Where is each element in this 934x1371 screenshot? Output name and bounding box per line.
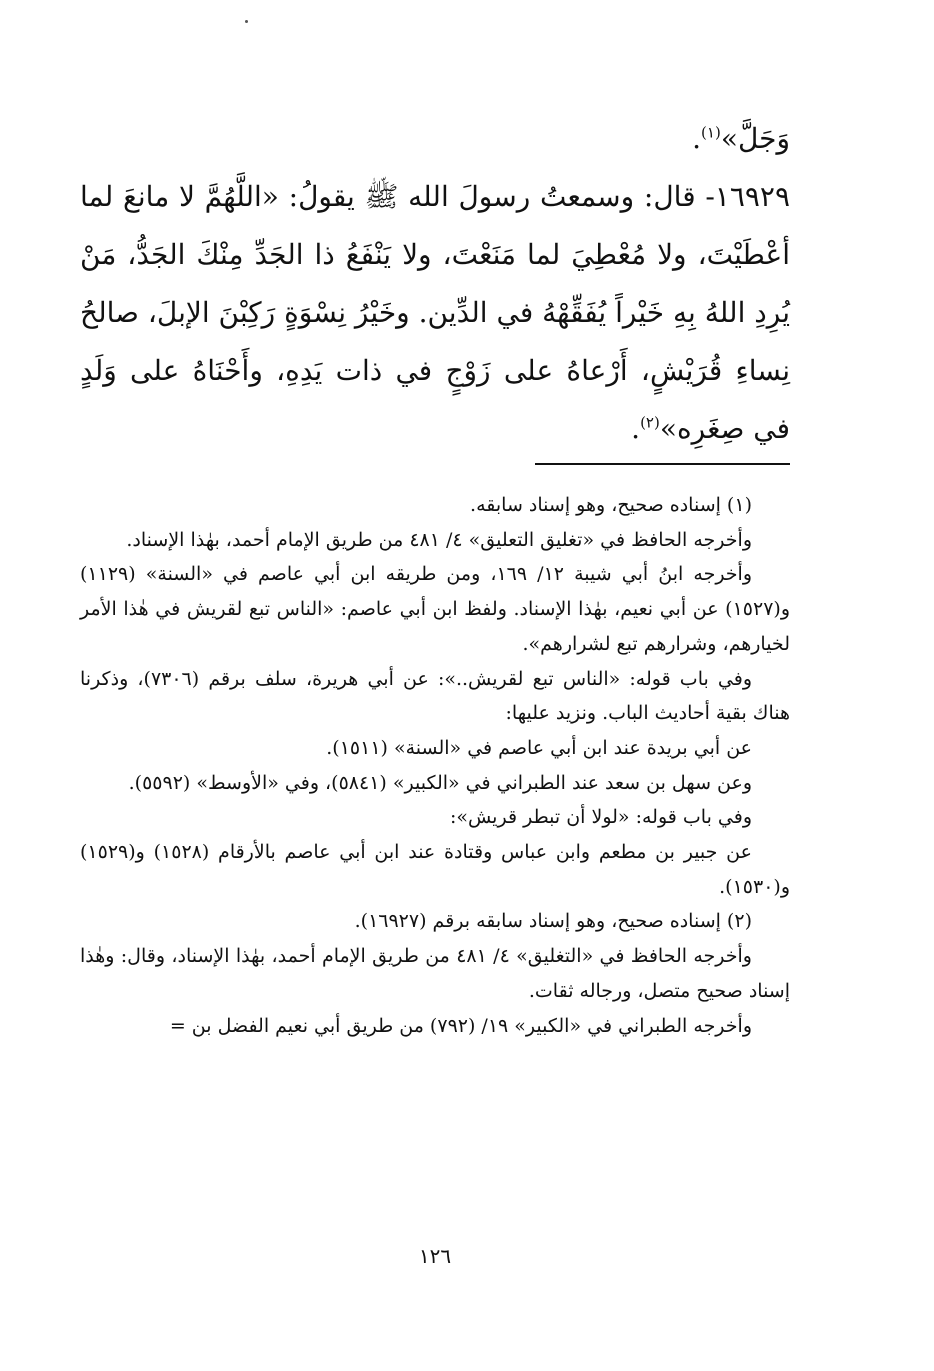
- footnote-ref-1: (١): [701, 123, 721, 142]
- previous-ending-text: وَجَلَّ»: [720, 122, 790, 155]
- previous-hadith-ending: [80, 110, 790, 168]
- footnote-paragraph: وأخرجه الحافظ في «التغليق» ٤/ ٤٨١ من طريق الإمام أحمد، بهٰذا الإسناد، وقال: وهٰذا إسناد صحيح متصل، ورجاله ثقات.: [80, 945, 790, 1002]
- footnote-paragraph: عن أبي بريدة عند ابن أبي عاصم في «السنة» (١٥١١).: [326, 736, 752, 759]
- page-number: ١٢٦: [418, 1244, 452, 1268]
- main-text: [80, 110, 790, 458]
- footnote-separator: [535, 463, 790, 465]
- footnote-paragraph: عن جبير بن مطعم وابن عباس وقتادة عند ابن أبي عاصم بالأرقام (١٥٢٨) و(١٥٢٩) و(١٥٣٠).: [80, 841, 790, 898]
- hadith-text: ١٦٩٢٩- قال: وسمعتُ رسولَ الله ﷺ يقولُ: «اللَّهُمَّ لا مانعَ لما أعْطَيْتَ، ولا مُعْطِيَ لما مَنَعْتَ، ولا يَنْفَعُ ذا الجَدِّ مِنْكَ الجَدُّ، مَنْ يُرِدِ اللهُ بِهِ خَيْراً يُفَقِّهْهُ في الدِّين. وخَيْرُ نِسْوَةٍ رَكِبْنَ الإبلَ، صالحُ نِساءِ قُرَيْشٍ، أَرْعاهُ على زَوْجٍ في ذات يَدِهِ، وأَحْنَاهُ على وَلَدٍ في صِغَرِه»: [80, 180, 790, 445]
- hadith-16929: [80, 168, 790, 458]
- scan-dot: [245, 20, 248, 23]
- footnote-ref-2: (٢): [640, 413, 660, 432]
- hadith-tail: .: [631, 412, 641, 445]
- footnote-paragraph: وفي باب قوله: «الناس تبع لقريش..»: عن أبي هريرة، سلف برقم (٧٣٠٦)، وذكرنا هناك بقية أحاديث الباب. ونزيد عليها:: [80, 667, 790, 725]
- footnote-paragraph: وأخرجه ابنُ أبي شيبة ١٢/ ١٦٩، ومن طريقه ابن أبي عاصم في «السنة» (١١٢٩) و(١٥٢٧) عن أبي نعيم، بهٰذا الإسناد. ولفظ ابن أبي عاصم: «الناس تبع لقريش في هٰذا الأمر لخيارهم، وشرارهم تبع لشرارهم».: [80, 563, 790, 655]
- previous-ending-tail: .: [692, 122, 702, 155]
- footnote-paragraph: وفي باب قوله: «لولا أن تبطر قريش»:: [449, 806, 752, 829]
- footnote-paragraph: وعن سهل بن سعد عند الطبراني في «الكبير» (٥٨٤١)، وفي «الأوسط» (٥٥٩٢).: [128, 771, 752, 794]
- footnote-paragraph: وأخرجه الحافظ في «تغليق التعليق» ٤/ ٤٨١ من طريق الإمام أحمد، بهٰذا الإسناد.: [126, 528, 752, 551]
- footnote-paragraph: (٢) إسناده صحيح، وهو إسناد سابقه برقم (١٦٩٢٧).: [354, 910, 752, 933]
- footnotes: [80, 488, 790, 1043]
- book-page: [80, 0, 790, 1371]
- footnote-paragraph: (١) إسناده صحيح، وهو إسناد سابقه.: [470, 494, 752, 516]
- footnote-paragraph: وأخرجه الطبراني في «الكبير» ١٩/ (٧٩٢) من طريق أبي نعيم الفضل بن =: [169, 1014, 752, 1037]
